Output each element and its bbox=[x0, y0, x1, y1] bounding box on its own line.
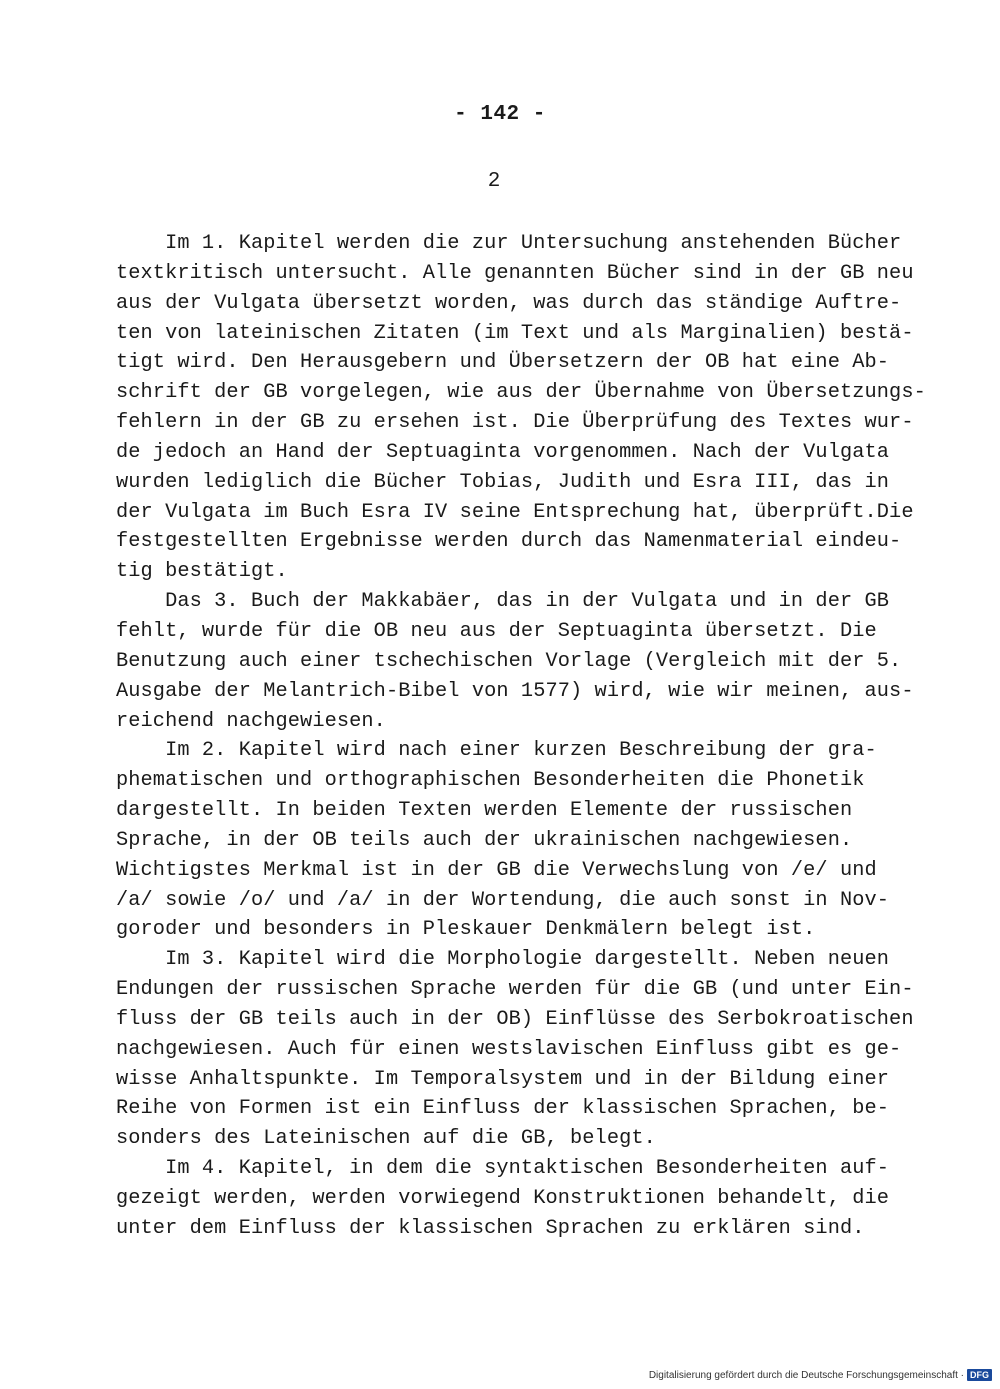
text-line: fluss der GB teils auch in der OB) Einflüsse des Serbokroatischen bbox=[116, 1007, 914, 1031]
text-line: Endungen der russischen Sprache werden für die GB (und unter Ein- bbox=[116, 978, 914, 1002]
text-line: wurden lediglich die Bücher Tobias, Judith und Esra III, das in bbox=[116, 470, 890, 494]
dfg-logo: DFG bbox=[967, 1369, 992, 1381]
text-line: Ausgabe der Melantrich-Bibel von 1577) wird, wie wir meinen, aus- bbox=[116, 679, 914, 703]
text-line: textkritisch untersucht. Alle genannten Bücher sind in der GB neu bbox=[116, 261, 914, 285]
page-number: - 142 - bbox=[454, 103, 546, 126]
text-line: Im 4. Kapitel, in dem die syntaktischen Besonderheiten auf- bbox=[116, 1157, 890, 1181]
text-line: Im 1. Kapitel werden die zur Untersuchung anstehenden Bücher bbox=[116, 232, 902, 255]
text-line: phematischen und orthographischen Besonderheiten die Phonetik bbox=[116, 769, 865, 793]
text-line: nachgewiesen. Auch für einen westslavischen Einfluss gibt es ge- bbox=[116, 1037, 902, 1061]
text-line: Im 3. Kapitel wird die Morphologie dargestellt. Neben neuen bbox=[116, 948, 890, 972]
text-line: de jedoch an Hand der Septuaginta vorgenommen. Nach der Vulgata bbox=[116, 440, 890, 464]
text-line: reichend nachgewiesen. bbox=[116, 709, 386, 733]
text-line: schrift der GB vorgelegen, wie aus der Übernahme von Übersetzungs- bbox=[116, 381, 926, 405]
text-line: der Vulgata im Buch Esra IV seine Entsprechung hat, überprüft.Die bbox=[116, 500, 914, 524]
text-line: Wichtigstes Merkmal ist in der GB die Verwechslung von /e/ und bbox=[116, 858, 877, 882]
text-line: fehlern in der GB zu ersehen ist. Die Überprüfung des Textes wur- bbox=[116, 411, 914, 435]
footer-credit-text: Digitalisierung gefördert durch die Deutsche Forschungsgemeinschaft · bbox=[648, 1369, 964, 1381]
text-line: festgestellten Ergebnisse werden durch das Namenmaterial eindeu- bbox=[116, 530, 902, 554]
text-line: tig bestätigt. bbox=[116, 560, 288, 584]
text-line: wisse Anhaltspunkte. Im Temporalsystem und in der Bildung einer bbox=[116, 1067, 890, 1091]
text-line: Das 3. Buch der Makkabäer, das in der Vulgata und in der GB bbox=[116, 590, 890, 614]
text-line: ten von lateinischen Zitaten (im Text und als Marginalien) bestä- bbox=[116, 321, 914, 345]
text-line: aus der Vulgata übersetzt worden, was durch das ständige Auftre- bbox=[116, 291, 902, 315]
text-line: goroder und besonders in Pleskauer Denkmälern belegt ist. bbox=[116, 918, 816, 942]
text-line: dargestellt. In beiden Texten werden Elemente der russischen bbox=[116, 799, 853, 823]
text-line: Benutzung auch einer tschechischen Vorlage (Vergleich mit der 5. bbox=[116, 649, 902, 673]
text-line: Reihe von Formen ist ein Einfluss der klassischen Sprachen, be- bbox=[116, 1097, 890, 1121]
text-line: tigt wird. Den Herausgebern und Übersetzern der OB hat eine Ab- bbox=[116, 351, 890, 375]
text-line: unter dem Einfluss der klassischen Sprachen zu erklären sind. bbox=[116, 1216, 865, 1240]
body-text bbox=[116, 229, 926, 1244]
text-line: gezeigt werden, werden vorwiegend Konstruktionen behandelt, die bbox=[116, 1187, 890, 1210]
text-line: /a/ sowie /o/ und /a/ in der Wortendung, die auch sonst in Nov- bbox=[116, 888, 890, 912]
footer-credit bbox=[649, 1369, 992, 1381]
text-line: sonders des Lateinischen auf die GB, belegt. bbox=[116, 1127, 656, 1151]
section-number: 2 bbox=[487, 170, 501, 193]
text-line: Sprache, in der OB teils auch der ukrainischen nachgewiesen. bbox=[116, 828, 853, 852]
text-line: Im 2. Kapitel wird nach einer kurzen Beschreibung der gra- bbox=[116, 739, 877, 763]
text-line: fehlt, wurde für die OB neu aus der Septuaginta übersetzt. Die bbox=[116, 619, 877, 643]
